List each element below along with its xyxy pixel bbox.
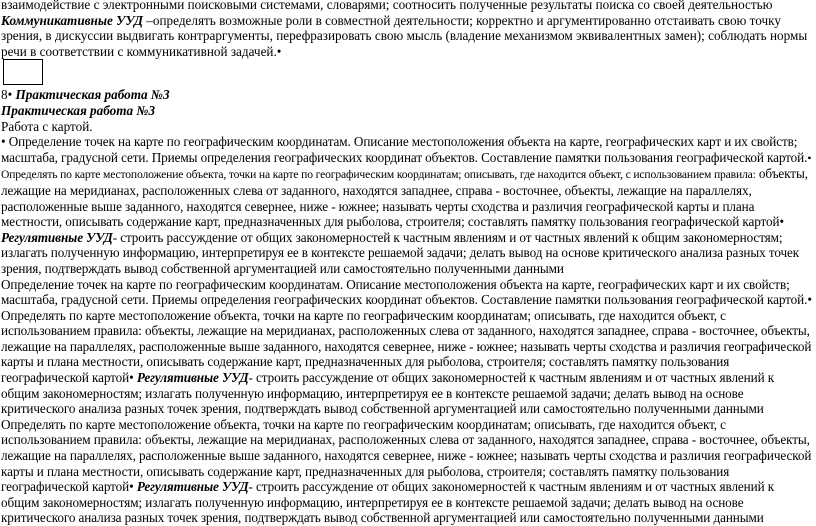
paragraph-1-small: • Определять по карте местоположение объекта, точки на карте по географическим координатам; описывать, где находится объект, с использованием правила: — [1, 151, 812, 182]
bullet-icon: • — [7, 87, 13, 103]
intro-line: взаимодействие с электронными поисковыми системами, словарями; соотносить полученные результаты поиска со своей деятельностью — [1, 0, 773, 12]
section-subtitle: Практическая работа №3 — [1, 102, 156, 118]
regulative-text: - строить рассуждение от общих закономерностей к частным явлениям и от частных явлений к общим закономерностям; излагать полученную информацию, интерпретируя ее в контексте решаемой задачи; делать вывод на основе критического анализа разных точек зрения, подтверждать вывод собственной аргументацией или самостоятельно полученными данными — [1, 479, 775, 526]
section-number: 8 — [1, 87, 8, 103]
communicative-paragraph — [1, 13, 813, 60]
regulative-text: - строить рассуждение от общих закономерностей к частным явлениям и от частных явлений к общим закономерностям; излагать полученную информацию, интерпретируя ее в контексте решаемой задачи; делать вывод на основе критического анализа разных точек зрения, подтверждать вывод собственной аргументацией или самостоятельно полученными данными — [1, 370, 775, 417]
document-body — [1, 0, 813, 526]
section-topic: Работа с картой. — [1, 118, 93, 134]
bullet-icon: • — [129, 370, 137, 386]
paragraph-1-start: • Определение точек на карте по географическим координатам. Описание местоположения объекта на карте, географических карт и их свойств; масштаба, градусной сети. Приемы определения географических координат объектов. Составление памятки пользования географической картой. — [1, 134, 808, 165]
regulative-title: Регулятивные УУД — [136, 370, 249, 386]
paragraph-3-start: Определять по карте местоположение объекта, точки на карте по географическим координатам; описывать, где находится объект, с использованием правила: объекты, лежащие на меридианах, расположенных слева от заданного, находятся западнее, справа - восточнее, объекты, лежащие на параллелях, расположенные выше заданного, находятся севернее, ниже - южнее; называть черты сходства и различия географической карты и плана местности, описывать содержание карт, предназначенных для рыболова, строителя; составлять памятку пользования географической картой — [1, 416, 812, 495]
regulative-title: Регулятивные УУД — [1, 229, 113, 245]
paragraph-3 — [1, 417, 813, 526]
bullet-icon: • — [779, 214, 785, 230]
empty-table-cell — [3, 59, 43, 85]
communicative-text: –определять возможные роли в совместной деятельности; корректно и аргументированно отстаивать свою точку зрения, в дискуссии выдвигать контраргументы, перефразировать свою мысль (владение механизмом эквивалентных замен); соблюдать нормы речи в соответствии с коммуникативной задачей.• — [1, 12, 808, 59]
paragraph-2-rest: • Определять по карте местоположение объекта, точки на карте по географическим координатам; описывать, где находится объект, с использованием правила: объекты, лежащие на меридианах, расположенных слева от заданного, находятся западнее, справа - восточнее, объекты, лежащие на параллелях, расположенные выше заданного, находятся севернее, ниже - южнее; называть черты сходства и различия географической карты и плана местности, описывать содержание карт, предназначенных для рыболова, строителя; составлять памятку пользования географической картой — [1, 292, 812, 386]
paragraph-1-rest: объекты, лежащие на меридианах, расположенных слева от заданного, находятся западнее, справа - восточнее, объекты, лежащие на параллелях, расположенные выше заданного, находятся севернее, ниже - южнее; называть черты сходства и различия географической карты и плана местности, описывать содержание карт, предназначенных для рыболова, строителя; составлять памятку пользования географической картой — [1, 166, 808, 230]
paragraph-2-start: Определение точек на карте по географическим координатам. Описание местоположения объекта на карте, географических карт и их свойств; масштаба, градусной сети. Приемы определения географических координат объектов. Составление памятки пользования географической картой. — [1, 276, 808, 308]
paragraph-2 — [1, 277, 813, 417]
paragraph-1 — [1, 134, 813, 276]
section-heading-line — [1, 87, 813, 103]
bullet-icon: • — [129, 479, 137, 495]
regulative-text: - строить рассуждение от общих закономерностей к частным явлениям и от частных явлений к общим закономерностям; излагать полученную информацию, интерпретируя ее в контексте решаемой задачи; делать вывод на основе критического анализа разных точек зрения, подтверждать вывод собственной аргументацией или самостоятельно полученными данными — [1, 229, 800, 276]
regulative-title: Регулятивные УУД — [136, 479, 249, 495]
communicative-title: Коммуникативные УУД — [1, 12, 143, 28]
section-heading: Практическая работа №3 — [12, 87, 170, 103]
